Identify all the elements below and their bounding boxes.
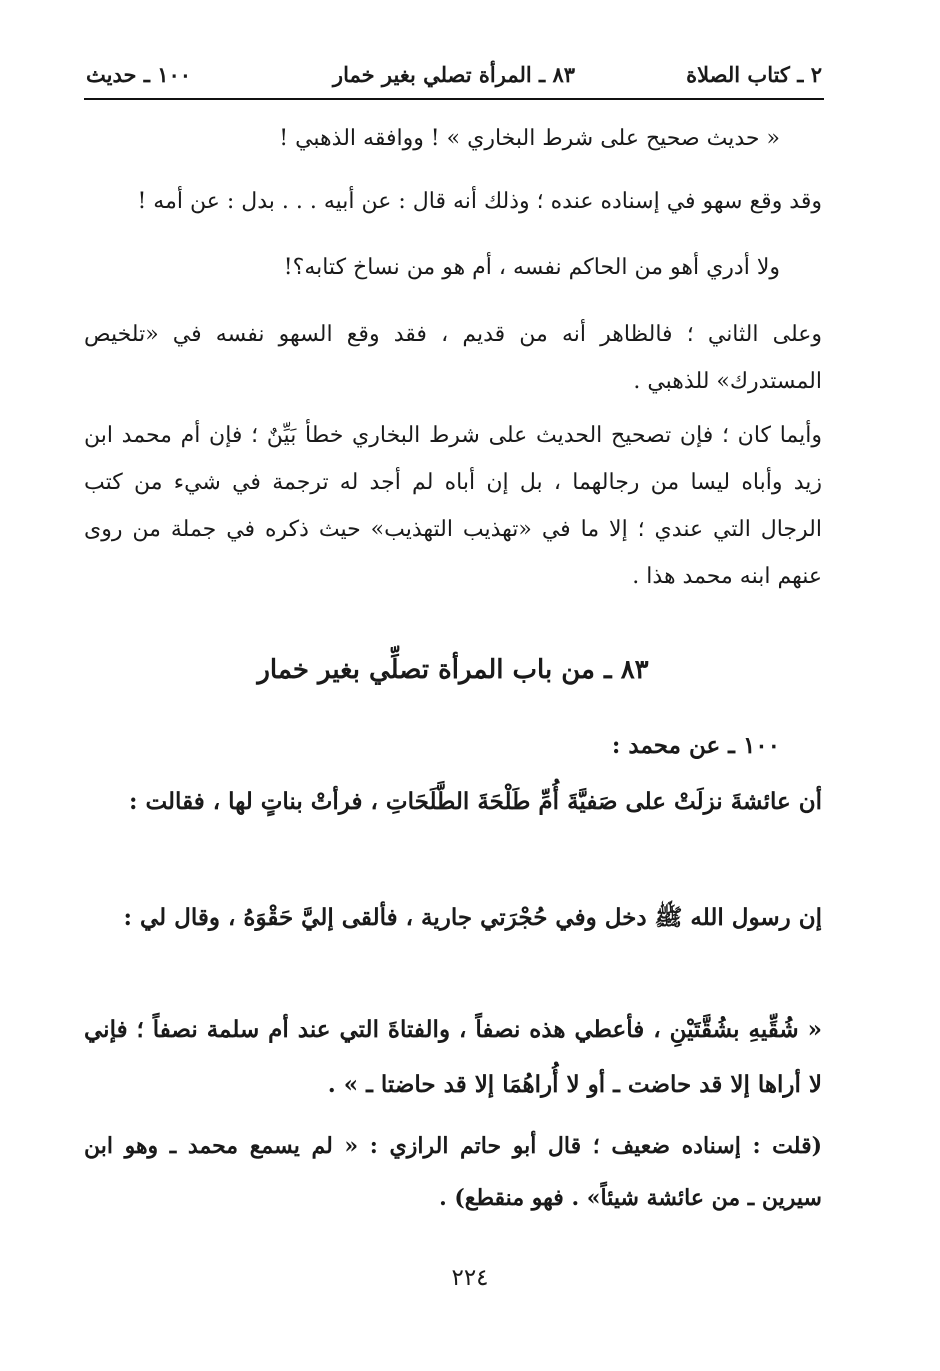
hadith-note: (قلت : إسناده ضعيف ؛ قال أبو حاتم الرازي : « لم يسمع محمد ـ وهو ابن سيرين ـ من عائشة شيئاً» . فهو منقطع) . [84, 1133, 822, 1211]
header-chapter: ٨٣ ـ المرأة تصلي بغير خمار [332, 62, 576, 87]
paragraph-2: وقد وقع سهو في إسناده عنده ؛ وذلك أنه قال : عن أبيه . . . بدل : عن أمه ! [137, 189, 822, 214]
hadith-text-2: إن رسول الله ﷺ دخل وفي حُجْرَتي جارية ، فألقى إليَّ حَقْوَهُ ، وقال لي : [123, 904, 822, 931]
paragraph-4: وعلى الثاني ؛ فالظاهر أنه من قديم ، فقد وقع السهو نفسه في «تلخيص المستدرك» للذهبي . [84, 322, 822, 394]
page-number: ٢٢٤ [451, 1265, 489, 1291]
header-hadith-number: ١٠٠ ـ حديث [86, 62, 192, 87]
header-book-section: ٢ ـ كتاب الصلاة [686, 62, 822, 87]
paragraph-1: « حديث صحيح على شرط البخاري » ! ووافقه الذهبي ! [279, 126, 780, 151]
chapter-title: ٨٣ ـ من باب المرأة تصلِّي بغير خمار [257, 655, 649, 685]
hadith-text-3: « شُقِّيهِ بشُقَّتَيْنِ ، فأعطي هذه نصفاً ، والفتاةَ التي عند أم سلمة نصفاً ؛ فإني لا أراها إلا قد حاضت ـ أو لا أُراهُمَا إلا قد حاضتا ـ » . [84, 1016, 822, 1098]
paragraph-3: ولا أدري أهو من الحاكم نفسه ، أم هو من نساخ كتابه؟! [283, 255, 780, 280]
running-header [84, 58, 824, 100]
paragraph-5: وأيما كان ؛ فإن تصحيح الحديث على شرط البخاري خطأ بَيِّنٌ ؛ فإن أم محمد ابن زيد وأباه ليسا من رجالهما ، بل إن أباه لم أجد له ترجمة في شيء من كتب الرجال التي عندي ؛ إلا ما في «تهذيب التهذيب» حيث ذكره في جملة من روى عنهم ابنه محمد هذا . [84, 423, 822, 589]
hadith-text-1: أن عائشةَ نزلَتْ على صَفيَّةَ أُمِّ طَلْحَةَ الطَّلَحَاتِ ، فرأتْ بناتٍ لها ، فقالت : [128, 788, 822, 815]
hadith-label: ١٠٠ ـ عن محمد : [611, 732, 780, 759]
